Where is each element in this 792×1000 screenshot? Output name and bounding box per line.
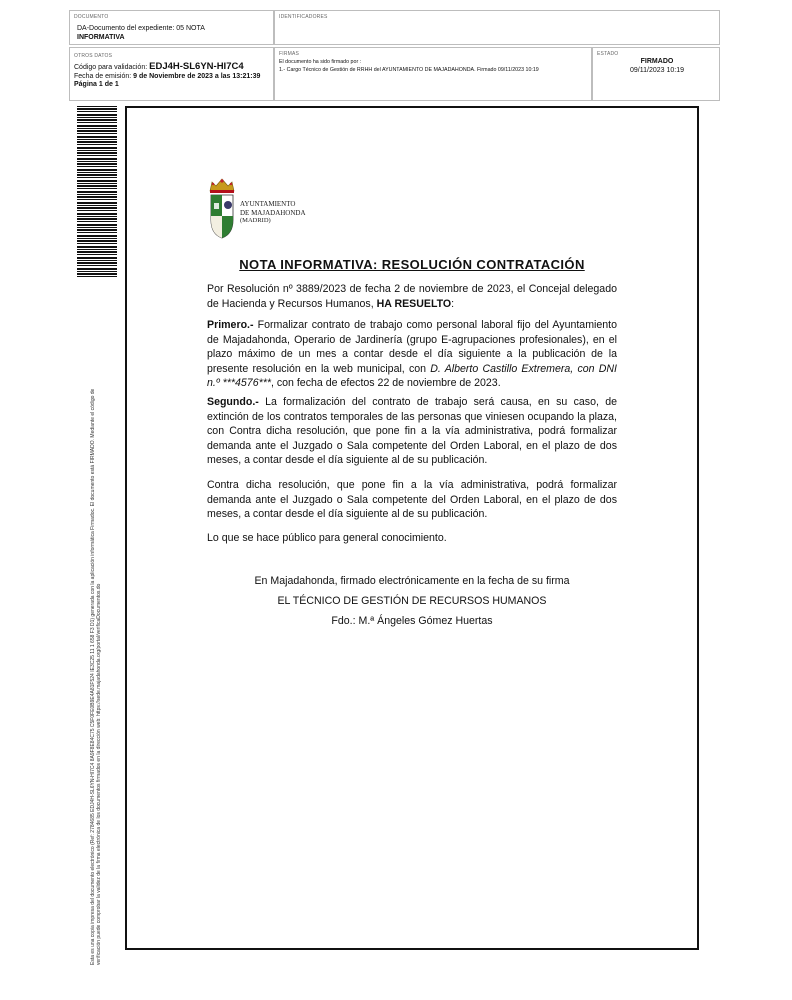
paragraph-primero: [207, 318, 617, 391]
logo-line3: (MADRID): [240, 217, 271, 224]
documento-line1: DA-Documento del expediente: 05 NOTA: [77, 25, 205, 32]
primero-end: , con fecha de efectos 22 de noviembre de 2023.: [270, 377, 501, 389]
documento-box: [69, 10, 274, 45]
fecha-value: 9 de Noviembre de 2023 a las 13:21:39: [133, 73, 261, 80]
intro-bold: HA RESUELTO: [376, 297, 452, 310]
logo-text: [240, 200, 306, 226]
estado-value: FIRMADO: [640, 58, 674, 65]
logo-line2: DE MAJADAHONDA: [240, 208, 306, 217]
fecha-label: Fecha de emisión:: [74, 73, 132, 80]
crown-icon: [210, 179, 234, 193]
otros-datos-caption: OTROS DATOS: [74, 53, 113, 59]
segundo-lead: Segundo.-: [207, 396, 259, 408]
paragraph-publico: Lo que se hace público para general conocimiento.: [207, 532, 447, 544]
firmas-caption: FIRMAS: [279, 51, 300, 57]
primero-italic: D. Alberto Castillo Extremera, con DNI n.º ***4576***: [207, 362, 617, 389]
signature-line3: Fdo.: M.ª Ángeles Gómez Huertas: [331, 615, 493, 627]
codigo-validacion: [74, 63, 244, 73]
primero-lead: Primero.-: [207, 319, 254, 331]
primero-text: Formalizar contrato de trabajo como personal laboral fijo del Ayuntamiento de Majadahonda, Operario de Jardinería (grupo E-agrupaciones profesionales), en el plazo máximo de un mes a contar desde el día siguiente a la publicación de la presente resolución en la web municipal, con: [207, 319, 617, 375]
paragraph-segundo: [207, 395, 617, 468]
paragraph-intro: [207, 282, 617, 311]
otros-datos-box: [69, 47, 274, 101]
logo-line1: AYUNTAMIENTO: [240, 200, 296, 208]
firmas-box: [274, 47, 592, 101]
codigo-label: Código para validación:: [74, 64, 148, 71]
identificadores-caption: IDENTIFICADORES: [279, 14, 328, 20]
estado-caption: ESTADO: [597, 51, 619, 57]
segundo-text: La formalización del contrato de trabajo será causa, en su caso, de extinción de los contratos temporales de las personas que viniesen ocupando la plaza, con Contra dicha resolución, que pone fin a la vía administrativa, podrá formalizar demanda ante el Juzgado o Sala competente del Orden Laboral, en el plazo de dos meses, a contar desde el día siguiente al de su publicación.: [207, 396, 617, 466]
identificadores-box: [274, 10, 720, 45]
estado-box: [592, 47, 720, 101]
estado-date: 09/11/2023 10:19: [630, 67, 684, 74]
document-title: NOTA INFORMATIVA: RESOLUCIÓN CONTRATACIÓN: [239, 257, 585, 272]
pagina-label: Página 1 de 1: [74, 81, 119, 88]
signature-line2: EL TÉCNICO DE GESTIÓN DE RECURSOS HUMANOS: [277, 595, 547, 607]
side-verification-note: [90, 305, 102, 965]
shield-icon: [211, 195, 233, 238]
barcode: [77, 106, 117, 277]
intro-end: :: [451, 297, 455, 310]
paragraph-contra: Contra dicha resolución, que pone fin a la vía administrativa, podrá formalizar demanda ante el Juzgado o Sala competente del Orden Laboral, en el plazo de dos meses, a contar desde el día siguiente al de su publicación.: [207, 479, 617, 520]
documento-caption: DOCUMENTO: [74, 14, 109, 20]
side-note-line2: verificación puede comprobar la validez de la firma electrónica de los documentos firmados en la dirección web: https://sede.majadahonda.org/portal/verificaDocumentos.do: [96, 583, 102, 965]
intro-text: Por Resolución nº 3889/2023 de fecha 2 de noviembre de 2023, el Concejal delegado de Hacienda y Recursos Humanos,: [207, 283, 617, 310]
codigo-value: EDJ4H-SL6YN-HI7C4: [149, 61, 244, 72]
documento-line2: INFORMATIVA: [77, 34, 125, 41]
firmas-line2: 1.- Cargo Técnico de Gestión de RRHH del AYUNTAMIENTO DE MAJADAHONDA. Firmado 09/11/2023 10:19: [279, 67, 539, 73]
firmas-line1: El documento ha sido firmado por :: [279, 59, 362, 65]
signature-line1: En Majadahonda, firmado electrónicamente en la fecha de su firma: [254, 575, 570, 587]
side-note-line1: Esta es una copia impresa del documento electrónico (Ref: 2784685 EDJ4H-SL6YN-HI7C4 8A9F8E84C75 C5F0FE0B9E4A81F524 IE3C25 11 1 658 F3 D1) generada con la aplicación informática Firmadoc. El documento está FIRMADO. Mediante el código de: [90, 388, 96, 965]
